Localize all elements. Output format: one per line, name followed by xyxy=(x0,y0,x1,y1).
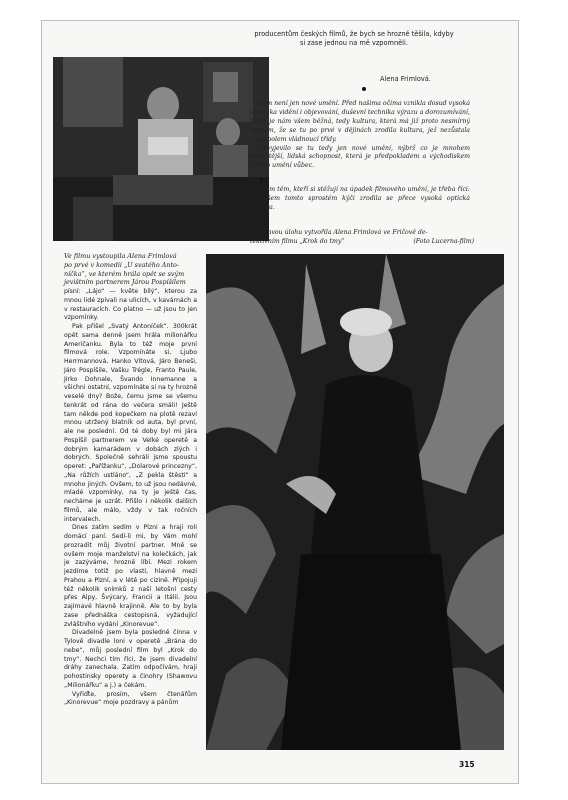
body-paragraph-5: Vyřiďte, prosím, všem čtenářům „Kinorevue“ moje pozdravy a pánům xyxy=(64,690,197,707)
film-still-top-left-image xyxy=(53,57,269,241)
film-essay xyxy=(250,100,470,171)
article-body xyxy=(64,288,197,708)
film-still-portrait xyxy=(206,254,504,750)
photo-credit-line-1: Zajímavou úlohu vytvořila Alena Frimlová ve Fričově de- xyxy=(250,229,428,236)
section-bullet xyxy=(362,87,366,91)
article-continuation-line-2: si zase jednou na mě vzpomněli. xyxy=(300,39,408,47)
film-essay-paragraph-2: Nevyjevilo se tu tedy jen nové umění, nýbrž co je mnohem důležitější, lidská schopnost, která je předpokladem a východiskem tohoto umění vůbec. xyxy=(250,144,470,170)
film-essay-paragraph-3: Všem těm, kteří si stěžují na úpadek filmového umění, je třeba říci: při všem tomto sprostém kýči zrodila se přece vysoká optická kultura. xyxy=(250,186,470,211)
photo-caption-line-3: níčka“, ve kterém hrála opět se svým xyxy=(64,269,185,278)
photo-credit-source: (Foto Lucerna-film) xyxy=(413,237,474,245)
section-bullet-2 xyxy=(260,178,263,181)
photo-caption-line-4: jevištním partnerem Járou Pospíšilem xyxy=(64,278,186,287)
photo-caption xyxy=(64,252,204,287)
film-essay-paragraph-1: Film není jen nové umění. Před našima očima vznikla dosud vysoká technika vidění i objevování, duševní technika výrazu a dorozumívání, která je nám všem běžná, tedy kultura, která má již proto nesmírný význam, že se tu po prvé v dějinách zrodila kultura, jež nezůstala monopolem vládnoucí třídy. xyxy=(250,100,470,143)
article-continuation-line-1: producentům českých filmů, že bych se hrozně těšila, kdyby xyxy=(254,30,454,38)
body-paragraph-4: Divadelně jsem byla posledně činna v Tylově divadle loni v operetě „Brána do nebe“, můj poslední film byl „Krok do tmy“. Nechci tím říci, že jsem divadelní dráhy zanechala. Zatím odpočívám, hraji pohostinsky operety a činohry (Shawovu „Milionářku“ a j.) a čekám. xyxy=(64,629,197,689)
page-number: 315 xyxy=(459,760,475,769)
film-still-portrait-image xyxy=(206,254,504,750)
film-essay-closing xyxy=(250,186,470,213)
photo-credit-film: tektivním filmu „Krok do tmy“ xyxy=(250,237,345,245)
body-paragraph-3: Dnes zatím sedím v Plzni a hraji roli domácí paní. Sedí-li mi, by Vám mohl prozradit můj životní partner. Mně se ovšem moje manželství na kolečkách, jak je zazýváme, hrozně líbí. Mezi rokem jezdíme totiž po vlasti, hlavně mezi Prahou a Plzní, a v létě po cizině. Připojuji též několik snímků z naší letošní cesty přes Alpy, Švýcary, Francii a Itálii. Jsou zajímavé hlavně krajinně. Ale to by byla zase přednáška cestopisná, vyžadující zvláštního vydání „Kinorevue“. xyxy=(64,524,197,628)
photo-credit xyxy=(250,229,474,247)
photo-caption-line-1: Ve filmu vystoupila Alena Frimlová xyxy=(64,252,177,260)
photo-caption-line-2: po prvé v komedii „U svatého Anto- xyxy=(64,260,180,269)
author-signature: Alena Frimlová. xyxy=(380,75,431,83)
photo-credit-line-2 xyxy=(250,238,474,247)
body-paragraph-1: písní: „Lájo“ — květe bílý“, kterou za mnou lidé zpívali na ulicích, v kavárnách a v restauracích. Co platno — už jsou to jen vzpomínky. xyxy=(64,288,197,322)
film-still-top-left xyxy=(53,57,269,241)
article-continuation xyxy=(238,30,470,48)
body-paragraph-2: Pak přišel „Svatý Antoníček“. 300krát opět sama denně jsem hrála milionářku Američanku. Byla to též moje první filmová role. Vzpomínáte si, Ljubo Herrmannová, Hanko Vítová, Járo Beneši, Járo Pospíšile, Vašku Trégle, Franto Paule, Jirko Dohnale, Švando Innemanne a všichni ostatní, vzpomínáte si na ty hrozně veselé dny? Bože, čemu jsme se všemu tenkrát od rána do večera smáli! Ještě tam někde pod kopečkem na plotě rezaví mnou utržený blatník od auta, byl první, ale ne poslední. Od té doby byl mi Jára Pospíšil partnerem ve Velké operetě a dobrým kamarádem v dobách zlých i dobrých. Společně sehráli jsme spoustu operet: „Pařížanku“, „Dolarové princezny“, „Na růžích ustláno“, „Z pekla štěstí“ a mnoho jiných. Ovšem, to už jsou nedávné, mladé vzpomínky, na ty je ještě čas, necháme je uzrát. Přišlo i několik dalších filmů, ale málo, vždy v tak ročních intervalech. xyxy=(64,323,197,523)
